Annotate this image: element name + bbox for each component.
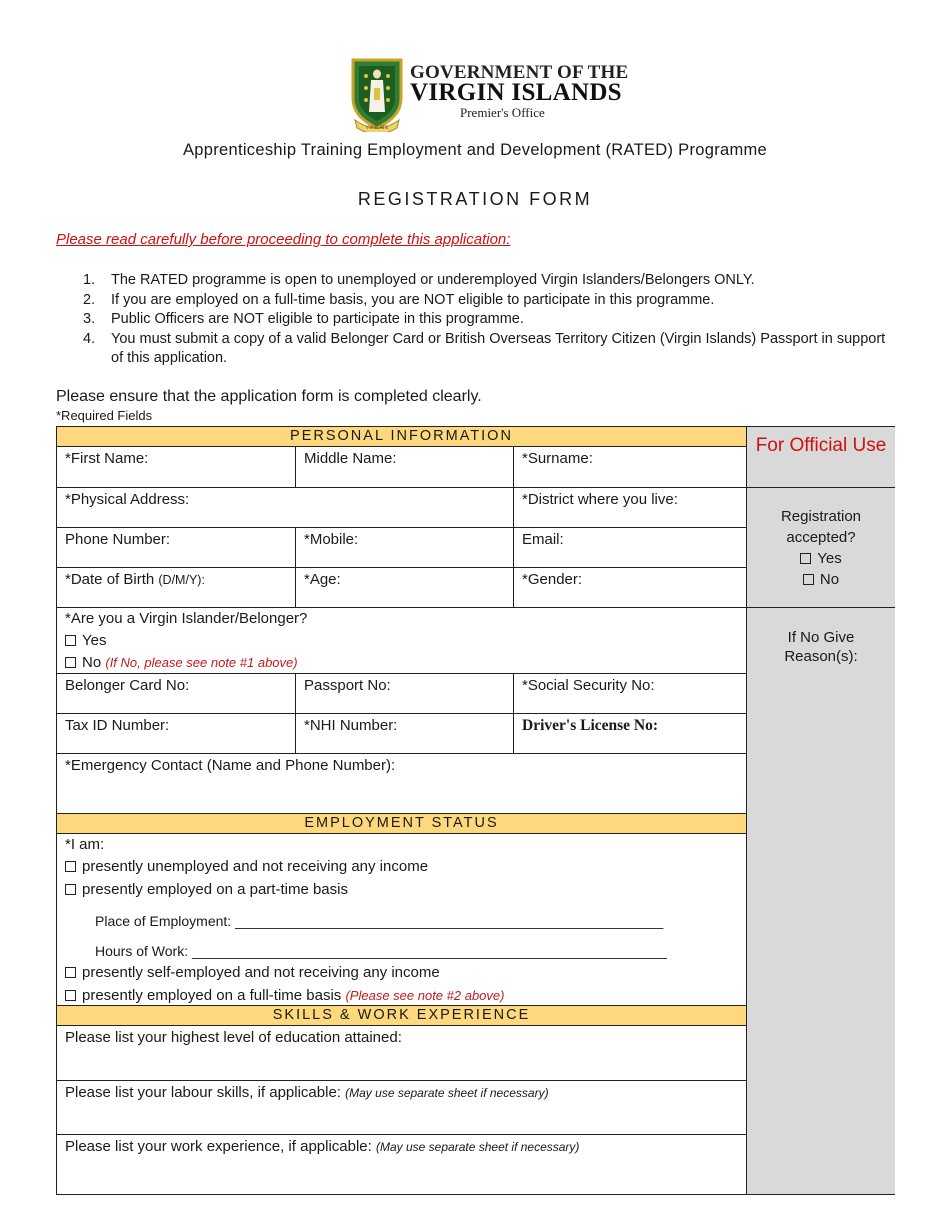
official-use-title: For Official Use <box>747 427 895 488</box>
accepted-yes-option[interactable]: Yes <box>747 548 895 569</box>
mobile-field[interactable]: *Mobile: <box>296 528 514 568</box>
virgin-islands-heading: VIRGIN ISLANDS <box>410 79 622 106</box>
drivers-license-field[interactable]: Driver's License No: <box>514 714 747 754</box>
date-of-birth-field[interactable]: *Date of Birth (D/M/Y): <box>57 568 296 608</box>
physical-address-field[interactable]: *Physical Address: <box>57 488 514 528</box>
belonger-no-option[interactable]: No (If No, please see note #1 above) <box>65 652 746 674</box>
checkbox-icon[interactable] <box>65 635 76 646</box>
checkbox-icon[interactable] <box>65 657 76 668</box>
registration-accepted-block: Registration accepted? Yes No <box>747 488 895 608</box>
programme-subtitle: Apprenticeship Training Employment and Development (RATED) Programme <box>182 141 768 159</box>
personal-info-heading: PERSONAL INFORMATION <box>57 427 747 447</box>
required-fields-note: *Required Fields <box>56 408 153 423</box>
education-field[interactable]: Please list your highest level of education attained: <box>57 1026 747 1081</box>
note-item: 4. You must submit a copy of a valid Belonger Card or British Overseas Territory Citizen (Virgin Islands) Passport in support of this application. <box>83 330 886 366</box>
registration-form-table <box>56 426 895 1195</box>
svg-text:VIGILATE: VIGILATE <box>365 126 389 131</box>
official-use-column <box>747 427 895 1194</box>
social-security-field[interactable]: *Social Security No: <box>514 674 747 714</box>
premiers-office: Premier's Office <box>460 105 545 120</box>
letterhead <box>0 56 950 134</box>
checkbox-icon[interactable] <box>65 990 76 1001</box>
full-time-option[interactable]: presently employed on a full-time basis (Please see note #2 above) <box>65 987 504 1005</box>
note-item: 1. The RATED programme is open to unemployed or underemployed Virgin Islanders/Belongers ONLY. <box>83 272 755 288</box>
work-experience-field[interactable]: Please list your work experience, if applicable: (May use separate sheet if necessary) <box>57 1135 747 1194</box>
note-item: 3. Public Officers are NOT eligible to participate in this programme. <box>83 311 524 327</box>
self-employed-option[interactable]: presently self-employed and not receiving any income <box>65 964 440 982</box>
checkbox-icon[interactable] <box>65 967 76 978</box>
government-heading: GOVERNMENT OF THE <box>410 62 629 83</box>
gender-field[interactable]: *Gender: <box>514 568 747 608</box>
employment-status-section: *I am: presently unemployed and not receiving any income presently employed on a part-time basis Place of Employment: _______________________________________________________ Hours of Work: _____________________________________________________________ presently self-employed and not receiving any income presently employed on a full-time basis (Please see note #2 above) <box>57 834 747 1006</box>
checkbox-icon[interactable] <box>65 884 76 895</box>
age-field[interactable]: *Age: <box>296 568 514 608</box>
part-time-option[interactable]: presently employed on a part-time basis <box>65 881 348 899</box>
ensure-clear-text: Please ensure that the application form is completed clearly. <box>56 388 482 405</box>
passport-field[interactable]: Passport No: <box>296 674 514 714</box>
belonger-yes-option[interactable]: Yes <box>65 630 746 652</box>
email-field[interactable]: Email: <box>514 528 747 568</box>
coat-of-arms-icon <box>349 58 405 132</box>
labour-skills-field[interactable]: Please list your labour skills, if applicable: (May use separate sheet if necessary) <box>57 1081 747 1135</box>
rejection-reason-field[interactable]: If No Give Reason(s): <box>784 629 858 665</box>
tax-id-field[interactable]: Tax ID Number: <box>57 714 296 754</box>
emergency-contact-field[interactable]: *Emergency Contact (Name and Phone Number): <box>57 754 747 814</box>
employment-status-heading: EMPLOYMENT STATUS <box>57 814 747 834</box>
belonger-card-field[interactable]: Belonger Card No: <box>57 674 296 714</box>
form-title: REGISTRATION FORM <box>357 189 593 209</box>
note-item: 2. If you are employed on a full-time basis, you are NOT eligible to participate in this programme. <box>83 291 715 308</box>
unemployed-option[interactable]: presently unemployed and not receiving any income <box>65 858 428 876</box>
accepted-no-option[interactable]: No <box>747 569 895 590</box>
first-name-field[interactable]: *First Name: <box>57 447 296 488</box>
phone-field[interactable]: Phone Number: <box>57 528 296 568</box>
place-of-employment-field[interactable]: Place of Employment: _______________________________________________________ <box>95 913 664 929</box>
belonger-question: *Are you a Virgin Islander/Belonger? Yes No (If No, please see note #1 above) <box>57 608 747 674</box>
eligibility-notes <box>56 271 896 369</box>
hours-of-work-field[interactable]: Hours of Work: _____________________________________________________________ <box>95 943 667 959</box>
middle-name-field[interactable]: Middle Name: <box>296 447 514 488</box>
surname-field[interactable]: *Surname: <box>514 447 747 488</box>
nhi-number-field[interactable]: *NHI Number: <box>296 714 514 754</box>
read-carefully-warning: Please read carefully before proceeding to complete this application: <box>56 231 511 248</box>
skills-heading: SKILLS & WORK EXPERIENCE <box>57 1006 747 1026</box>
district-field[interactable]: *District where you live: <box>514 488 747 528</box>
checkbox-icon[interactable] <box>800 553 811 564</box>
checkbox-icon[interactable] <box>65 861 76 872</box>
checkbox-icon[interactable] <box>803 574 814 585</box>
